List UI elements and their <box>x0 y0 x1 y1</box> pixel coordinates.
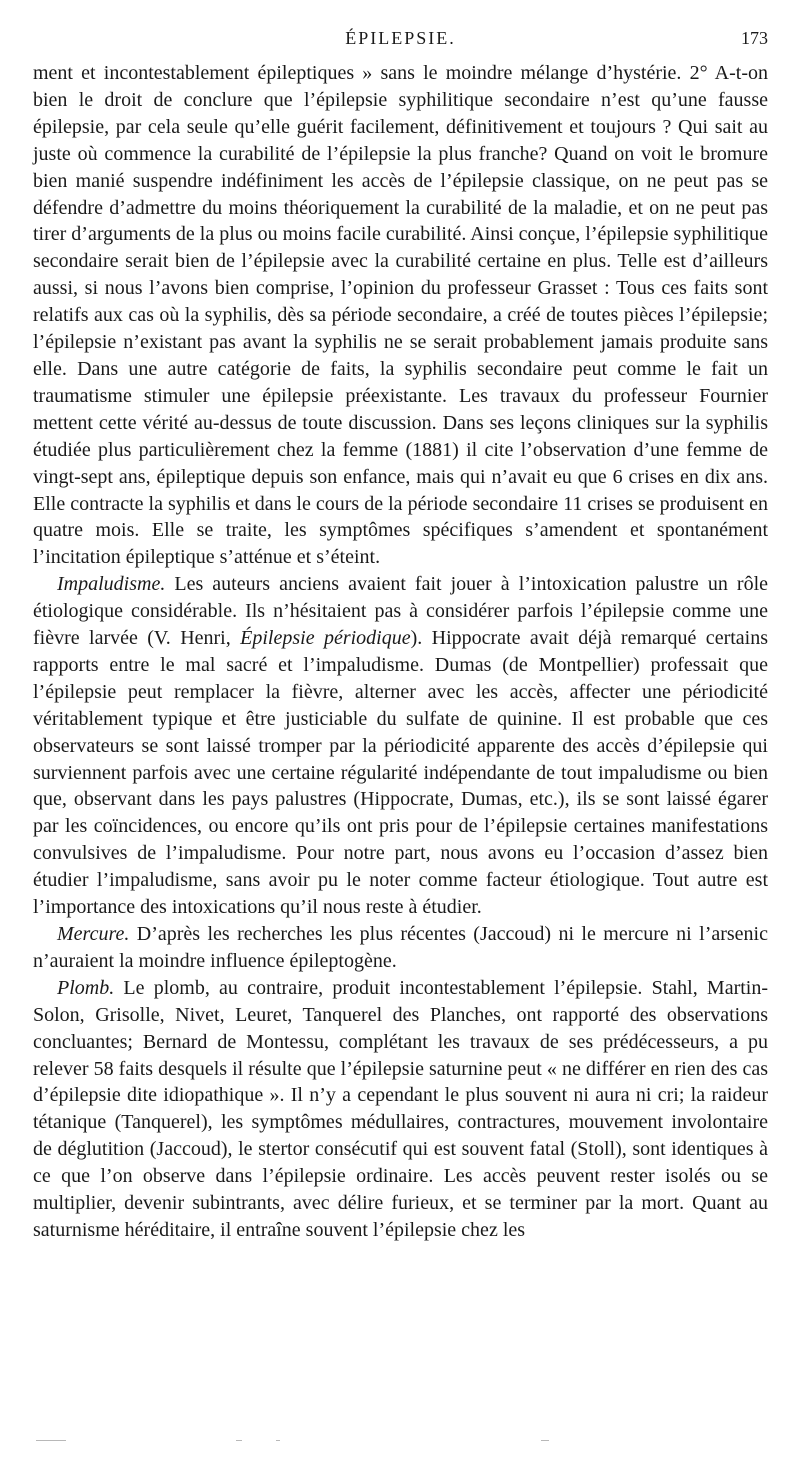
reference-title: Épilepsie périodique <box>240 627 411 650</box>
running-head <box>33 28 768 60</box>
paragraph-text: Les auteurs anciens avaient fait jouer à l’intoxication palustre un rôle étiologique considérable. Ils n’hésitaient pas à considérer parfois l’épilepsie comme une fièvre larvée (V. Henri, <box>33 573 768 650</box>
print-mark <box>541 1440 549 1441</box>
paragraph-mercure <box>33 921 768 975</box>
print-mark <box>236 1440 242 1441</box>
paragraph-continuation <box>33 60 768 571</box>
paragraph-text: ment et incontestablement épileptiques » sans le moindre mélange d’hystérie. 2° A-t-on bien le droit de conclure que l’épilepsie syphilitique secondaire n’est qu’une fausse épilepsie, par cela seule qu’elle guérit facilement, définitivement et toujours ? Qui sait au juste où commence la curabilité de l’épilepsie la plus franche? Quand on voit le bromure bien manié suspendre indéfiniment les accès de l’épilepsie classique, on ne peut pas se défendre d’admettre du moins théoriquement la curabilité de la maladie, et on ne peut pas tirer d’arguments de la plus ou moins facile curabilité. Ainsi conçue, l’épilepsie syphilitique secondaire serait bien de l’épilepsie avec la curabilité certaine en plus. Telle est d’ailleurs aussi, si nous l’avons bien comprise, l’opinion du professeur Grasset : Tous ces faits sont relatifs aux cas où la syphilis, dès sa période secondaire, a créé de toutes pièces l’épilepsie; l’épilepsie n’existant pas avant la syphilis ne se serait probablement jamais produite sans elle. Dans une autre catégorie de faits, la syphilis secondaire peut comme le fait un traumatisme stimuler une épilepsie préexistante. Les travaux du professeur Fournier mettent cette vérité au-dessus de toute discussion. Dans ses leçons cliniques sur la syphilis étudiée plus particulièrement chez la femme (1881) il cite l’observation d’une femme de vingt-sept ans, épileptique depuis son enfance, mais qui n’avait eu que 6 crises en dix ans. Elle contracte la syphilis et dans le cours de la période secondaire 11 crises se produisent en quatre mois. Elle se traite, les symptômes spécifiques s’amendent et spontanément l’incitation épileptique s’atténue et s’éteint. <box>33 62 768 569</box>
body-text <box>33 60 768 1244</box>
section-lead-impaludisme: Impaludisme. <box>57 573 166 596</box>
book-page <box>33 28 768 1244</box>
paragraph-plomb <box>33 975 768 1244</box>
print-mark <box>276 1440 280 1441</box>
paragraph-text: Le plomb, au contraire, produit incontestablement l’épilepsie. Stahl, Martin-Solon, Grisolle, Nivet, Leuret, Tanquerel des Planches, ont rapporté des observations concluantes; Bernard de Montessu, complétant les travaux de ses prédécesseurs, a pu relever 58 faits desquels il résulte que l’épilepsie saturnine peut « ne différer en rien des cas d’épilepsie dite idiopathique ». Il n’y a cependant le plus souvent ni aura ni cri; la raideur tétanique (Tanquerel), les symptômes médullaires, contractures, mouvement involontaire de déglutition (Jaccoud), le stertor consécutif qui est souvent fatal (Stoll), sont identiques à ce que l’on observe dans l’épilepsie ordinaire. Les accès peuvent rester isolés ou se multiplier, devenir subintrants, avec délire furieux, et se terminer par la mort. Quant au saturnisme héréditaire, il entraîne souvent l’épilepsie chez les <box>33 976 768 1241</box>
running-title: ÉPILEPSIE. <box>345 28 456 48</box>
print-mark <box>36 1440 66 1441</box>
paragraph-text-after: ). Hippocrate avait déjà remarqué certains rapports entre le mal sacré et l’impaludisme. Dumas (de Montpellier) professait que l’épilepsie peut remplacer la fièvre, alterner avec les accès, affecter une périodicité véritablement typique et être justiciable du sulfate de quinine. Il est probable que ces observateurs se sont laissé tromper par la périodicité apparente des accès d’épilepsie qui surviennent parfois avec une certaine régularité indépendante de tout impaludisme ou bien que, observant dans les pays palustres (Hippocrate, Dumas, etc.), ils se sont laissé égarer par les coïncidences, ou encore qu’ils ont pris pour de l’épilepsie certaines manifestations convulsives de l’impaludisme. Pour notre part, nous avons eu l’occasion d’assez bien étudier l’impaludisme, sans avoir pu le noter comme facteur étiologique. Tout autre est l’importance des intoxications qu’il nous reste à étudier. <box>33 627 768 919</box>
paragraph-text: D’après les recherches les plus récentes (Jaccoud) ni le mercure ni l’arsenic n’auraient la moindre influence épileptogène. <box>33 923 768 972</box>
page-bottom-marks <box>36 1440 556 1444</box>
paragraph-impaludisme <box>33 571 768 921</box>
section-lead-plomb: Plomb. <box>57 976 115 999</box>
section-lead-mercure: Mercure. <box>57 923 130 945</box>
page-number: 173 <box>741 28 768 48</box>
